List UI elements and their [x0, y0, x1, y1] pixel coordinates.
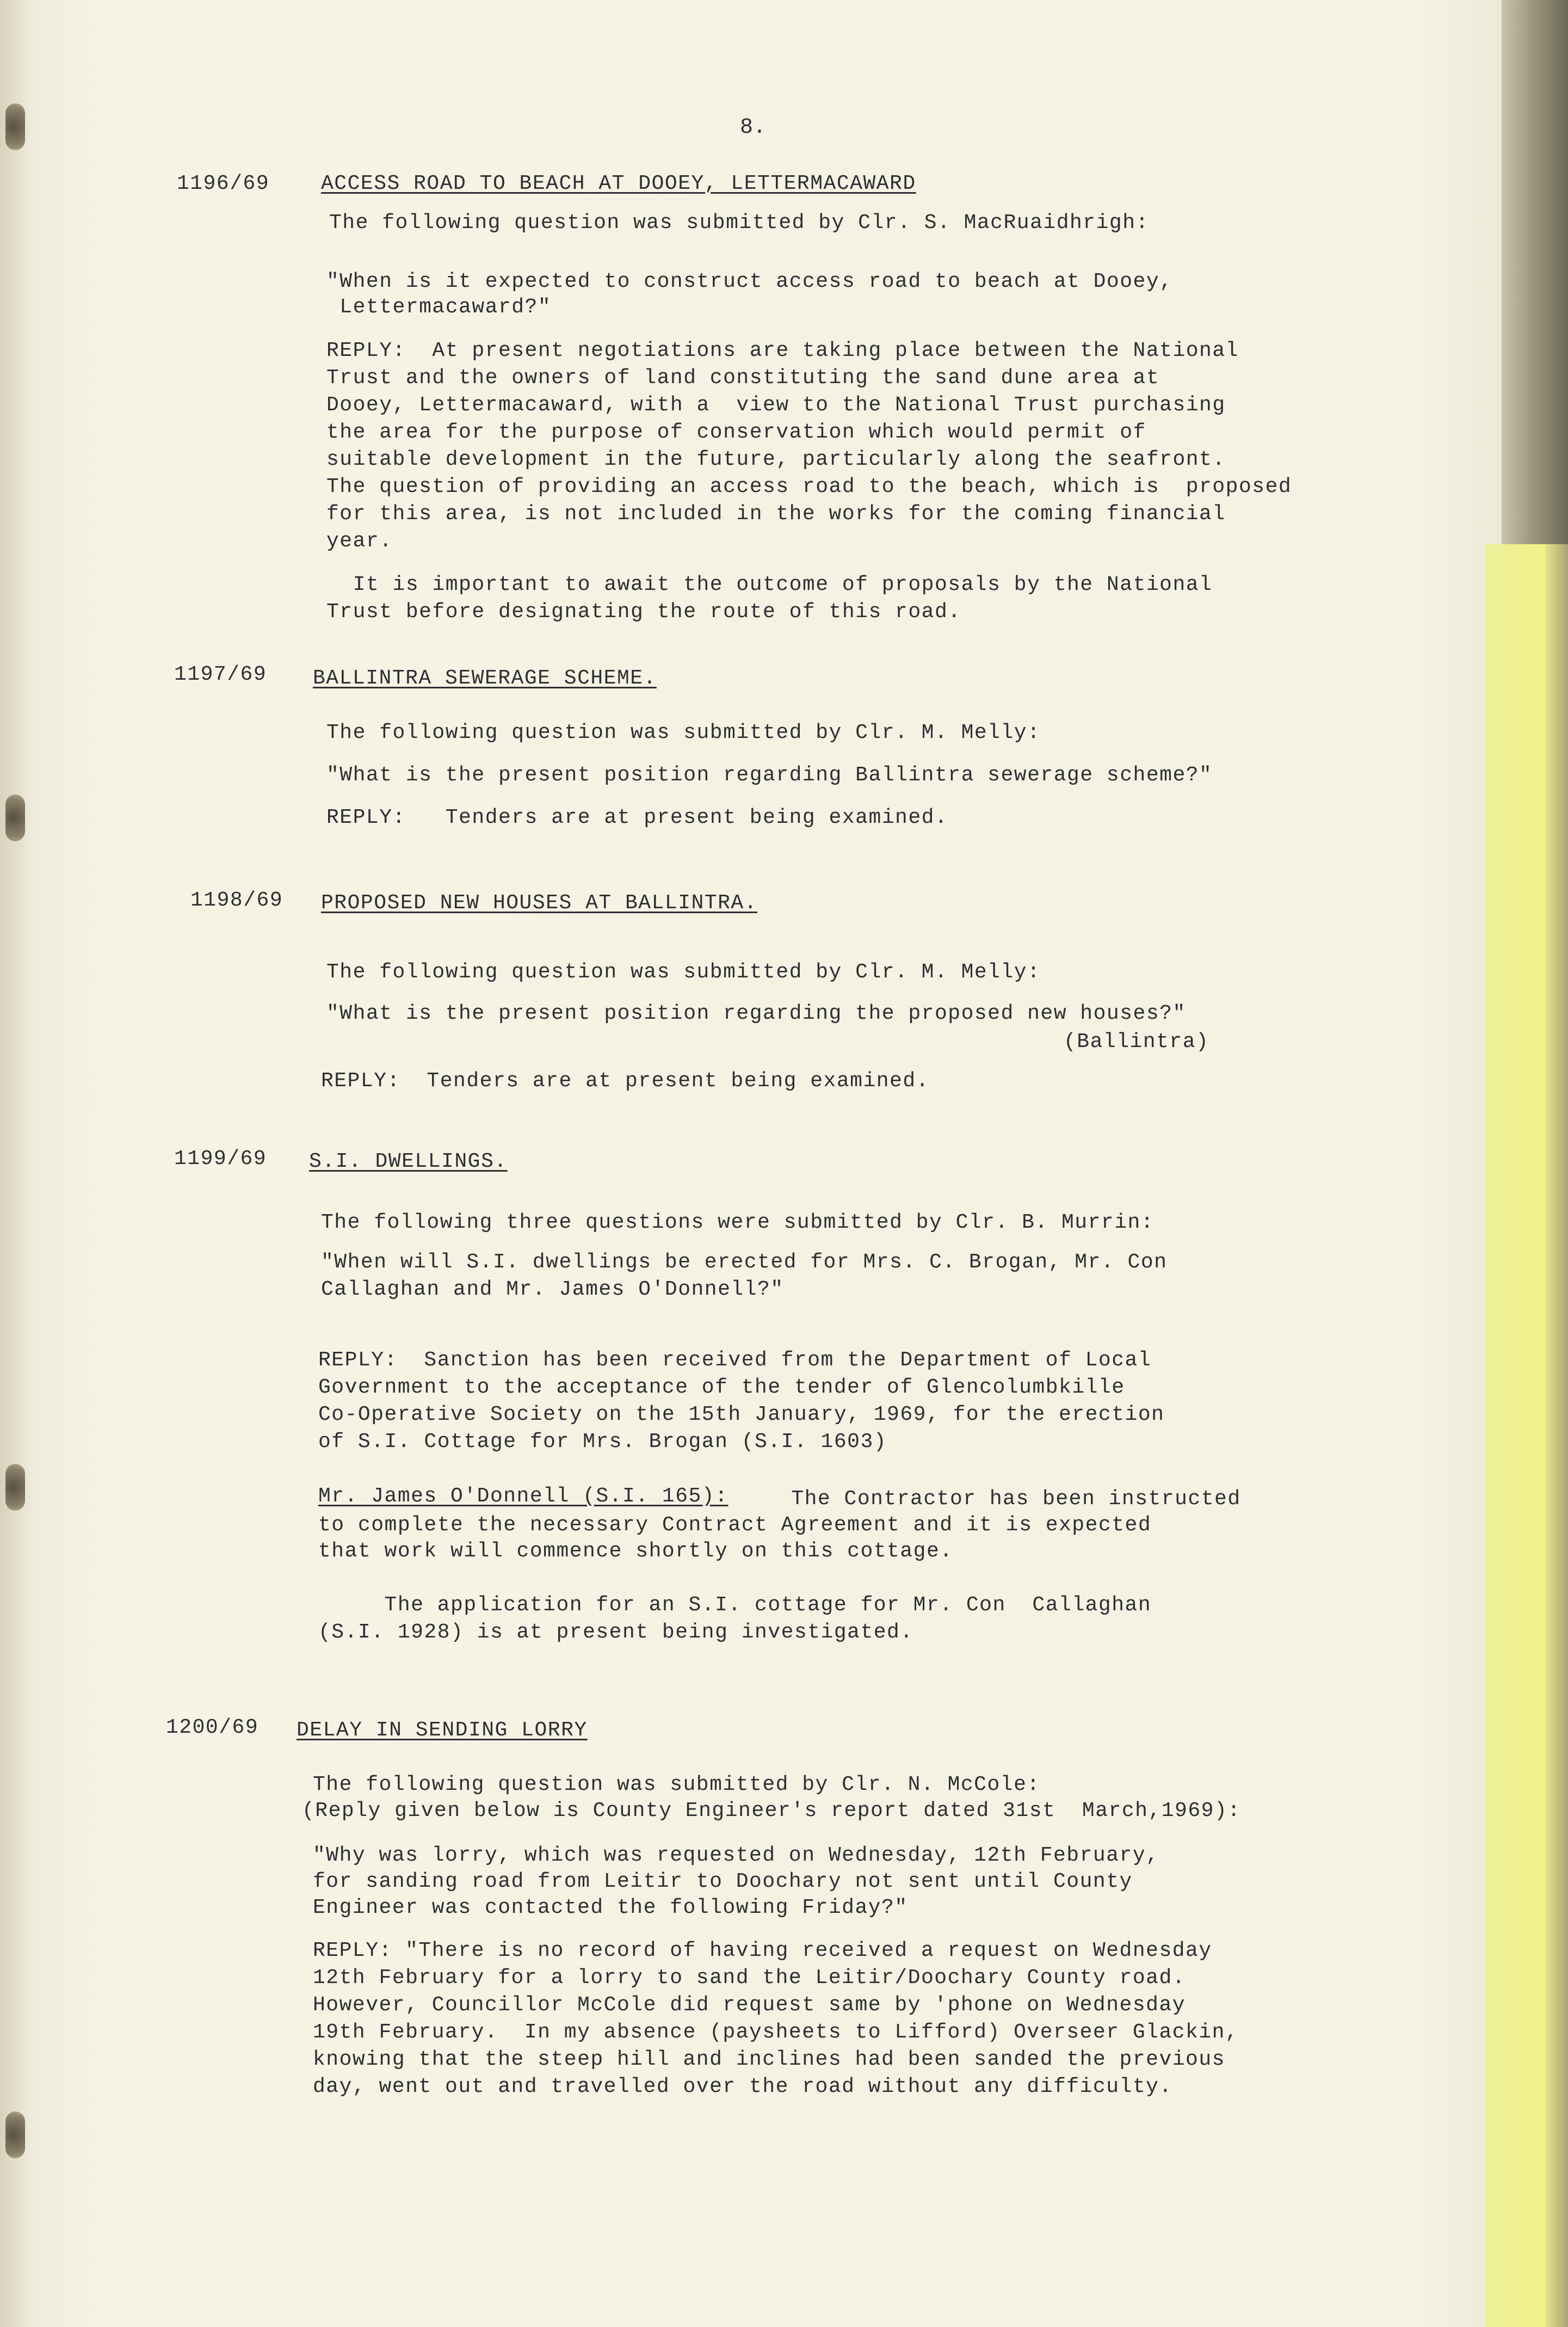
- punch-hole: [5, 1464, 25, 1511]
- reply-line: Trust and the owners of land constituting the sand dune area at: [326, 366, 1160, 390]
- odonnell-line: that work will commence shortly on this cottage.: [318, 1540, 953, 1563]
- item-intro: The following question was submitted by Clr. M. Melly:: [326, 961, 1041, 984]
- item-intro: The following three questions were submitted by Clr. B. Murrin:: [321, 1211, 1155, 1234]
- binding-edge-lower: [1545, 544, 1568, 2327]
- note-line: It is important to await the outcome of proposals by the National: [326, 573, 1213, 596]
- item-intro: The following question was submitted by Clr. M. Melly:: [326, 721, 1041, 744]
- item-heading: S.I. DWELLINGS.: [309, 1150, 508, 1173]
- question-line: "What is the present position regarding Ballintra sewerage scheme?": [326, 764, 1213, 787]
- reply-line: the area for the purpose of conservation which would permit of: [326, 421, 1146, 444]
- reply-line: REPLY: At present negotiations are taking place between the National: [326, 339, 1239, 362]
- item-number: 1200/69: [166, 1716, 259, 1739]
- question-line: for sanding road from Leitir to Doochary not sent until County: [313, 1870, 1133, 1893]
- question-line: "When is it expected to construct access road to beach at Dooey,: [326, 270, 1173, 293]
- reply-line: Dooey, Lettermacaward, with a view to the National Trust purchasing: [326, 393, 1226, 417]
- callaghan-line: (S.I. 1928) is at present being investigated.: [318, 1621, 913, 1644]
- question-line: "What is the present position regarding the proposed new houses?": [326, 1002, 1186, 1025]
- reply-line: REPLY: Tenders are at present being examined.: [326, 806, 948, 829]
- question-line: Callaghan and Mr. James O'Donnell?": [321, 1278, 784, 1301]
- item-number: 1196/69: [177, 172, 270, 195]
- reply-line: REPLY: "There is no record of having received a request on Wednesday: [313, 1939, 1212, 1962]
- reply-line: 19th February. In my absence (paysheets to Lifford) Overseer Glackin,: [313, 2021, 1239, 2044]
- reply-line: Co-Operative Society on the 15th January, 1969, for the erection: [318, 1403, 1165, 1426]
- reply-line: of S.I. Cottage for Mrs. Brogan (S.I. 1603): [318, 1430, 887, 1454]
- question-note: (Ballintra): [1064, 1030, 1209, 1054]
- odonnell-line: to complete the necessary Contract Agreement and it is expected: [318, 1513, 1152, 1537]
- question-line: "Why was lorry, which was requested on Wednesday, 12th February,: [313, 1844, 1159, 1867]
- item-number: 1197/69: [174, 663, 267, 686]
- reply-line: Government to the acceptance of the tender of Glencolumbkille: [318, 1376, 1125, 1399]
- reply-line: knowing that the steep hill and inclines had been sanded the previous: [313, 2048, 1225, 2071]
- callaghan-line: The application for an S.I. cottage for Mr. Con Callaghan: [318, 1593, 1152, 1617]
- question-line: Lettermacaward?": [326, 296, 552, 319]
- item-intro: (Reply given below is County Engineer's report dated 31st March,1969):: [302, 1799, 1241, 1823]
- reply-line: However, Councillor McCole did request same by 'phone on Wednesday: [313, 1993, 1186, 2017]
- item-number: 1199/69: [174, 1147, 267, 1171]
- item-heading: PROPOSED NEW HOUSES AT BALLINTRA.: [321, 891, 758, 915]
- binding-edge: [1502, 0, 1568, 544]
- reply-line: for this area, is not included in the works for the coming financial: [326, 502, 1226, 526]
- reply-line: day, went out and travelled over the road without any difficulty.: [313, 2075, 1172, 2098]
- odonnell-label: Mr. James O'Donnell (S.I. 165):: [318, 1485, 729, 1508]
- reply-line: 12th February for a lorry to sand the Leitir/Doochary County road.: [313, 1966, 1186, 1990]
- reply-line: REPLY: Tenders are at present being examined.: [321, 1069, 929, 1093]
- page-number: 8.: [740, 115, 767, 140]
- punch-hole: [5, 103, 25, 150]
- reply-line: suitable development in the future, particularly along the seafront.: [326, 448, 1226, 471]
- odonnell-line: The Contractor has been instructed: [778, 1487, 1241, 1511]
- item-heading: DELAY IN SENDING LORRY: [297, 1719, 588, 1742]
- punch-hole: [5, 795, 25, 841]
- item-intro: The following question was submitted by Clr. S. MacRuaidhrigh:: [329, 211, 1149, 235]
- question-line: Engineer was contacted the following Friday?": [313, 1896, 908, 1919]
- item-heading: ACCESS ROAD TO BEACH AT DOOEY, LETTERMACAWARD: [321, 172, 916, 195]
- punch-hole: [5, 2111, 25, 2158]
- question-line: "When will S.I. dwellings be erected for Mrs. C. Brogan, Mr. Con: [321, 1251, 1168, 1274]
- reply-line: The question of providing an access road to the beach, which is proposed: [326, 475, 1292, 498]
- note-line: Trust before designating the route of this road.: [326, 600, 961, 624]
- item-number: 1198/69: [190, 889, 283, 912]
- item-intro: The following question was submitted by Clr. N. McCole:: [313, 1773, 1040, 1796]
- item-heading: BALLINTRA SEWERAGE SCHEME.: [313, 667, 657, 690]
- reply-line: year.: [326, 530, 393, 553]
- reply-line: REPLY: Sanction has been received from the Department of Local: [318, 1349, 1152, 1372]
